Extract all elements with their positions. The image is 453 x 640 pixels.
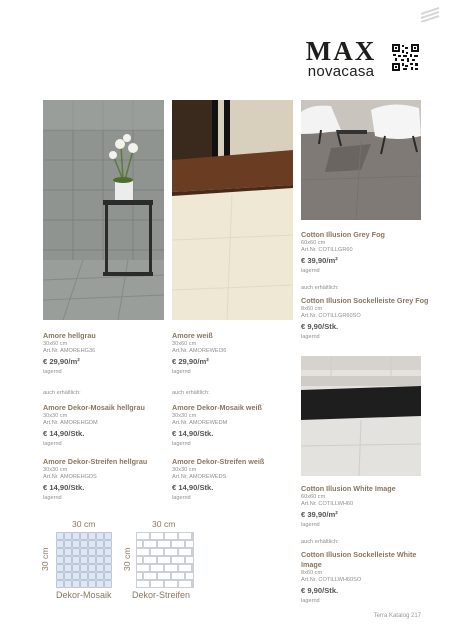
stripe-brick: [165, 581, 178, 588]
product-extra: [172, 403, 293, 448]
product-dimension: 30x60 cm: [172, 341, 197, 347]
diagram-height-label: 30 cm: [40, 547, 50, 571]
mosaic-tile: [97, 573, 104, 580]
mosaic-tile: [57, 565, 64, 572]
mosaic-tile: [57, 549, 64, 556]
product-article-number: Art.Nr. AMOREWEDM: [172, 420, 228, 426]
stripe-brick: [179, 533, 192, 540]
stripe-brick: [158, 573, 171, 580]
stripe-brick: [165, 549, 178, 556]
product-stock: lagernd: [43, 369, 62, 375]
stripe-brick: [193, 533, 194, 540]
stripe-brick: [193, 581, 194, 588]
mosaic-tile: [65, 581, 72, 588]
product-extra: [301, 550, 431, 605]
also-available-label: auch erhältlich:: [43, 390, 81, 396]
column-cotton-grey-fog: [301, 230, 431, 350]
mosaic-tile: [73, 581, 80, 588]
product-name: Amore hellgrau: [43, 331, 96, 340]
stripe-brick: [179, 565, 192, 572]
product-stock: lagernd: [301, 522, 320, 528]
stripe-brick: [172, 573, 185, 580]
product-dimension: 30x60 cm: [43, 341, 68, 347]
product-article-number: Art.Nr. COTILLWH60SO: [301, 577, 362, 583]
product-stock: lagernd: [43, 495, 62, 501]
mosaic-tile: [81, 549, 88, 556]
stripe-brick: [137, 549, 150, 556]
product-dimension: 30x30 cm: [172, 413, 197, 419]
product-stock: lagernd: [172, 441, 191, 447]
photo-cotton-illusion-grey-fog: [301, 100, 421, 220]
mosaic-tile: [97, 533, 104, 540]
stripe-brick: [165, 533, 178, 540]
mosaic-tile: [73, 573, 80, 580]
mosaic-tile: [57, 533, 64, 540]
product-article-number: Art.Nr. AMOREWEI36: [172, 348, 227, 354]
stripe-brick: [137, 533, 150, 540]
product-main: [172, 331, 293, 376]
mosaic-tile: [105, 565, 112, 572]
photo-amore-hellgrau: [43, 100, 164, 320]
stripe-brick: [137, 541, 143, 548]
mosaic-tile: [89, 541, 96, 548]
mosaic-tile: [57, 573, 64, 580]
product-article-number: Art.Nr. COTILLGR60SO: [301, 313, 361, 319]
product-extra: [172, 457, 293, 502]
product-article-number: Art.Nr. AMOREWEDS: [172, 474, 227, 480]
brand-name-bottom: novacasa: [307, 63, 375, 80]
mosaic-tile: [81, 581, 88, 588]
column-amore-hellgrau: [43, 331, 164, 511]
product-price: € 14,90/Stk.: [172, 429, 214, 438]
corner-stripes-icon: [419, 6, 441, 22]
product-extra: [43, 403, 164, 448]
mosaic-tile: [57, 581, 64, 588]
stripe-brick: [193, 549, 194, 556]
mosaic-tile: [73, 533, 80, 540]
product-stock: lagernd: [301, 598, 320, 604]
product-main: [301, 230, 431, 275]
mosaic-tile: [89, 565, 96, 572]
stripe-brick: [193, 565, 194, 572]
mosaic-tile: [105, 533, 112, 540]
brand-logo: [298, 38, 384, 79]
mosaic-tile: [89, 581, 96, 588]
diagram-height-label: 30 cm: [122, 547, 132, 571]
product-name: Cotton Illusion Sockelleiste Grey Fog: [301, 296, 429, 305]
mosaic-tile: [73, 541, 80, 548]
mosaic-tile: [81, 565, 88, 572]
column-cotton-white-image: [301, 484, 431, 614]
product-name: Amore Dekor-Streifen weiß: [172, 457, 265, 466]
brand-name-top: MAX: [305, 36, 377, 66]
stripe-brick: [172, 541, 185, 548]
diagram-caption: Dekor-Mosaik: [56, 590, 112, 600]
mosaic-tile: [97, 549, 104, 556]
mosaic-tile: [105, 557, 112, 564]
product-name: Amore Dekor-Streifen hellgrau: [43, 457, 148, 466]
stripe-brick: [158, 541, 171, 548]
mosaic-tile: [105, 549, 112, 556]
product-dimension: 8x60 cm: [301, 306, 323, 312]
product-price: € 14,90/Stk.: [43, 429, 85, 438]
column-amore-weiss: [172, 331, 293, 511]
product-name: Amore Dekor-Mosaik hellgrau: [43, 403, 145, 412]
product-price: € 39,90/m²: [301, 510, 338, 519]
product-price: € 14,90/Stk.: [43, 483, 85, 492]
product-article-number: Art.Nr. COTILLGR60: [301, 247, 353, 253]
product-price: € 9,90/Stk.: [301, 322, 339, 331]
product-extra: [43, 457, 164, 502]
product-article-number: Art.Nr. COTILLWH60: [301, 501, 354, 507]
mosaic-tile: [65, 541, 72, 548]
mosaic-tile: [89, 557, 96, 564]
also-available-label: auch erhältlich:: [301, 285, 339, 291]
stripe-pattern-icon: [136, 532, 194, 588]
mosaic-tile: [105, 581, 112, 588]
stripe-brick: [172, 557, 185, 564]
stripe-brick: [137, 565, 150, 572]
mosaic-grid-icon: [56, 532, 112, 588]
diagram-dekor-streifen: [118, 517, 204, 607]
mosaic-tile: [97, 541, 104, 548]
diagram-dekor-mosaik: [36, 517, 116, 607]
mosaic-tile: [105, 573, 112, 580]
stripe-brick: [151, 533, 164, 540]
mosaic-tile: [81, 533, 88, 540]
product-stock: lagernd: [301, 334, 320, 340]
mosaic-tile: [97, 557, 104, 564]
product-price: € 29,90/m²: [172, 357, 209, 366]
page-footer: Terra Katalog 217: [373, 613, 421, 619]
stripe-brick: [144, 541, 157, 548]
mosaic-tile: [65, 533, 72, 540]
mosaic-tile: [81, 557, 88, 564]
mosaic-tile: [81, 573, 88, 580]
product-name: Amore Dekor-Mosaik weiß: [172, 403, 262, 412]
qr-code-icon: [392, 44, 419, 71]
product-price: € 39,90/m²: [301, 256, 338, 265]
product-article-number: Art.Nr. AMOREHGDS: [43, 474, 97, 480]
stripe-brick: [144, 573, 157, 580]
mosaic-tile: [97, 565, 104, 572]
photo-cotton-illusion-white-image: [301, 356, 421, 476]
mosaic-tile: [73, 565, 80, 572]
product-article-number: Art.Nr. AMOREHGDM: [43, 420, 98, 426]
product-stock: lagernd: [172, 495, 191, 501]
stripe-brick: [186, 573, 194, 580]
product-dimension: 30x30 cm: [172, 467, 197, 473]
product-stock: lagernd: [172, 369, 191, 375]
stripe-brick: [151, 549, 164, 556]
product-stock: lagernd: [43, 441, 62, 447]
product-name: Cotton Illusion Sockelleiste White Image: [301, 550, 417, 569]
mosaic-tile: [65, 573, 72, 580]
mosaic-tile: [65, 565, 72, 572]
also-available-label: auch erhältlich:: [172, 390, 210, 396]
stripe-brick: [151, 581, 164, 588]
diagram-width-label: 30 cm: [72, 519, 96, 529]
stripe-brick: [186, 541, 194, 548]
product-dimension: 60x60 cm: [301, 240, 326, 246]
mosaic-tile: [81, 541, 88, 548]
product-dimension: 8x60 cm: [301, 570, 323, 576]
diagram-width-label: 30 cm: [152, 519, 176, 529]
stripe-brick: [137, 573, 143, 580]
product-main: [301, 484, 431, 529]
product-name: Cotton Illusion Grey Fog: [301, 230, 385, 239]
product-stock: lagernd: [301, 268, 320, 274]
stripe-brick: [137, 557, 143, 564]
stripe-brick: [137, 581, 150, 588]
stripe-brick: [186, 557, 194, 564]
product-dimension: 30x30 cm: [43, 467, 68, 473]
product-dimension: 60x60 cm: [301, 494, 326, 500]
mosaic-tile: [57, 557, 64, 564]
mosaic-tile: [65, 557, 72, 564]
stripe-brick: [151, 565, 164, 572]
mosaic-tile: [73, 557, 80, 564]
product-extra: [301, 296, 431, 341]
product-price: € 9,90/Stk.: [301, 586, 339, 595]
mosaic-tile: [65, 549, 72, 556]
mosaic-tile: [89, 573, 96, 580]
product-name: Cotton Illusion White Image: [301, 484, 396, 493]
photo-amore-weiss: [172, 100, 293, 320]
also-available-label: auch erhältlich:: [301, 539, 339, 545]
stripe-brick: [179, 549, 192, 556]
diagram-caption: Dekor-Streifen: [132, 590, 191, 600]
mosaic-tile: [97, 581, 104, 588]
product-dimension: 30x30 cm: [43, 413, 68, 419]
product-article-number: Art.Nr. AMOREHG36: [43, 348, 96, 354]
product-price: € 29,90/m²: [43, 357, 80, 366]
stripe-brick: [179, 581, 192, 588]
product-main: [43, 331, 164, 376]
product-name: Amore weiß: [172, 331, 213, 340]
mosaic-tile: [105, 541, 112, 548]
mosaic-tile: [57, 541, 64, 548]
mosaic-tile: [89, 549, 96, 556]
mosaic-tile: [89, 533, 96, 540]
stripe-brick: [158, 557, 171, 564]
stripe-brick: [165, 565, 178, 572]
stripe-brick: [144, 557, 157, 564]
product-price: € 14,90/Stk.: [172, 483, 214, 492]
mosaic-tile: [73, 549, 80, 556]
